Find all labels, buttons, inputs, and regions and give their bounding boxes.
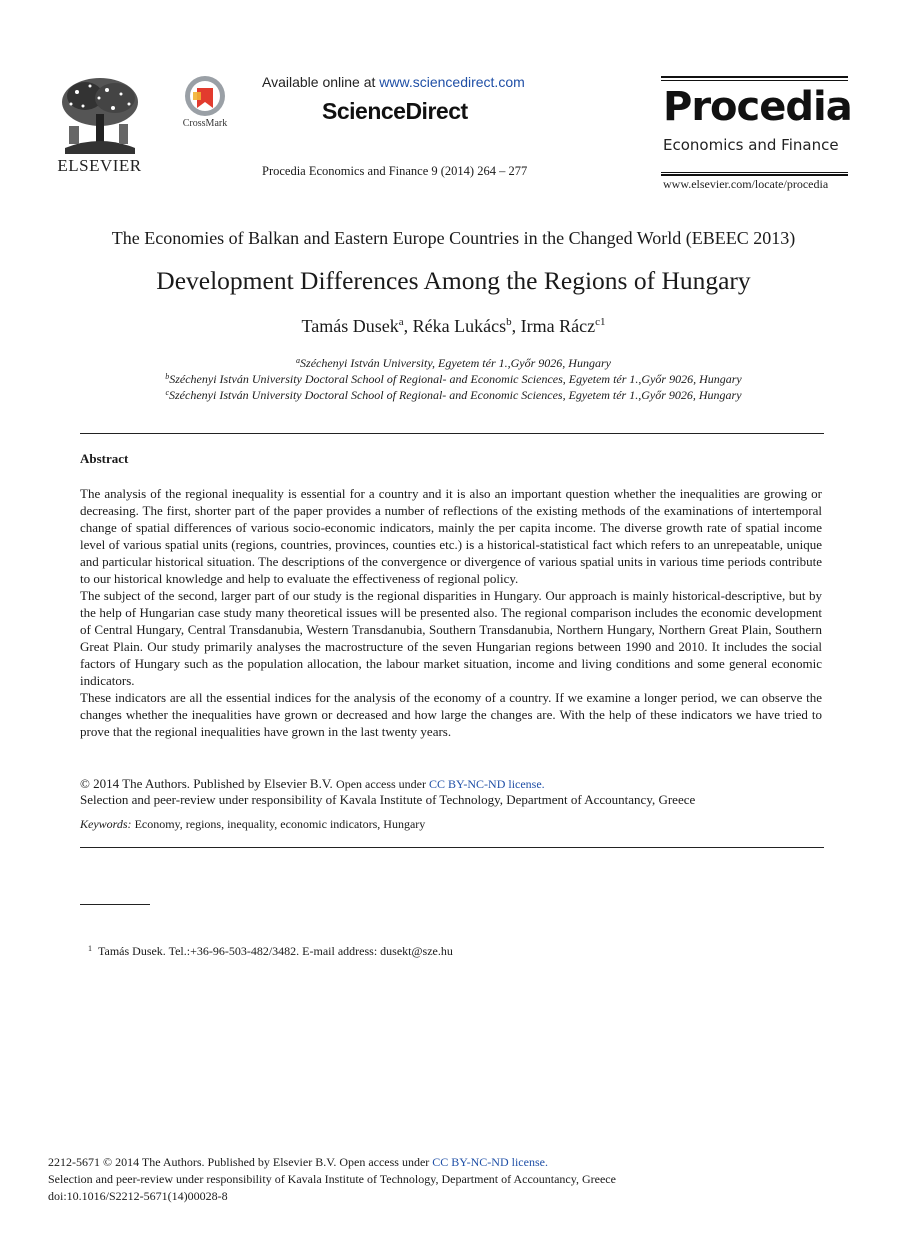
procedia-url[interactable]: www.elsevier.com/locate/procedia (663, 177, 829, 191)
crossmark-icon (175, 74, 235, 118)
abstract-body (80, 485, 822, 740)
footnote-mark: 1 (88, 944, 92, 953)
footer-line-2: Selection and peer-review under responsibility of Kavala Institute of Technology, Department of Accountancy, Greece (48, 1172, 616, 1186)
affiliation-sup: a (296, 356, 301, 365)
author-name: Tamás Dusek (301, 316, 399, 336)
keywords (80, 817, 822, 832)
affiliation-sup: b (165, 372, 170, 381)
copyright-block (80, 776, 822, 808)
conference-name: The Economies of Balkan and Eastern Europe Countries in the Changed World (EBEEC 2013) (111, 228, 796, 248)
elsevier-tree-icon (55, 74, 145, 154)
elsevier-logo (52, 74, 147, 179)
keywords-label: Keywords: (80, 817, 132, 831)
affiliation (0, 372, 907, 387)
author-list: Tamás Dusek$^a$, Réka Lukács$^b$, Irma Rácz$^{c1}$ (301, 316, 606, 336)
copyright-open: Open access under (336, 777, 430, 791)
available-online (262, 74, 525, 90)
author-sup: b (506, 316, 512, 328)
sciencedirect-link[interactable]: www.sciencedirect.com (379, 74, 525, 90)
divider-bottom (80, 847, 824, 848)
elsevier-wordmark: ELSEVIER (57, 156, 142, 175)
journal-citation: Procedia Economics and Finance 9 (2014) 264 – 277 (262, 164, 528, 178)
footnote-rule (80, 904, 150, 905)
page-footer (48, 1154, 858, 1205)
abstract-paragraph: The analysis of the regional inequality is essential for a country and it is also an important question whether the inequalities are growing or decreasing. The first, shorter part of the paper provides a number of reflections of the existing methods of the examinations of intertemporal change of spatial differences of various socio-economic indicators, mainly the per capita income. The diverse growth rate of spatial income level of various spatial units (regions, countries, provinces, counties etc.) is a historical-statistical fact which refers to an unrepeatable, unique and particular historical situation. The descriptions of the convergence or divergence of various spatial units in various time periods contribute to our historical knowledge and help to evaluate the effectiveness of regional policy. (80, 486, 822, 586)
author-name: Irma Rácz (520, 316, 596, 336)
crossmark-logo[interactable] (175, 74, 235, 134)
abstract-paragraph: The subject of the second, larger part of our study is the regional disparities in Hungary. Our approach is mainly historical-descriptive, but by the help of Hungarian case study many theoretical issues will be presented also. The regional comparison includes the economic development of Central Hungary, Central Transdanubia, Western Transdanubia, Southern Transdanubia, Northern Hungary, Northern Great Plain, Southern Great Plain. Our study primarily analyses the macrostructure of the seven Hungarian regions between 1990 and 2010. It includes the social factors of Hungary such as the population allocation, the labour market situation, income and living conditions and some general economic indicators. (80, 588, 822, 688)
affiliation-text: Széchenyi István University Doctoral School of Regional- and Economic Sciences, Egyetem tér 1.,Győr 9026, Hungary (169, 372, 742, 386)
footer-doi[interactable]: doi:10.1016/S2212-5671(14)00028-8 (48, 1189, 228, 1203)
footer-line-1 (48, 1154, 858, 1171)
copyright-line (80, 776, 822, 792)
affiliation (0, 388, 907, 403)
license-link[interactable]: CC BY-NC-ND license. (429, 777, 545, 791)
author-name: Réka Lukács (412, 316, 507, 336)
procedia-rule-top (661, 76, 848, 81)
procedia-logo (661, 76, 852, 194)
sciencedirect-logo: ScienceDirect (322, 98, 468, 124)
procedia-rule-bottom (661, 172, 848, 176)
affiliation-text: Széchenyi István University Doctoral School of Regional- and Economic Sciences, Egyetem tér 1.,Győr 9026, Hungary (169, 388, 742, 402)
paper-title: Development Differences Among the Regions of Hungary (156, 266, 751, 295)
procedia-subtitle: Economics and Finance (663, 136, 839, 154)
divider-top (80, 433, 824, 434)
abstract-paragraph: These indicators are all the essential indices for the analysis of the economy of a country. If we examine a longer period, we can observe the changes whether the inequalities have grown or decreased and how large the changes are. With the help of these indicators we have tried to prove that the regional inequalities have grown in the last twenty years. (80, 690, 822, 739)
footnote-text: Tamás Dusek. Tel.:+36-96-503-482/3482. E-mail address: dusekt@sze.hu (98, 944, 453, 958)
author-sup: c1 (595, 316, 606, 328)
abstract-heading: Abstract (80, 451, 129, 466)
footer-license-link[interactable]: CC BY-NC-ND license. (432, 1155, 548, 1169)
footnote (88, 944, 453, 959)
procedia-title: Procedia (663, 84, 852, 130)
peer-review-line: Selection and peer-review under responsibility of Kavala Institute of Technology, Department of Accountancy, Greece (80, 792, 696, 807)
keywords-list: Economy, regions, inequality, economic indicators, Hungary (131, 817, 426, 831)
footer-copyright: 2212-5671 © 2014 The Authors. Published by Elsevier B.V. Open access under (48, 1155, 433, 1169)
crossmark-label: CrossMark (182, 118, 228, 129)
affiliation (0, 356, 907, 371)
available-prefix: Available online at (262, 74, 380, 90)
affiliation-sup: c (165, 388, 170, 397)
copyright-main: © 2014 The Authors. Published by Elsevier B.V. (80, 776, 337, 791)
affiliation-text: Széchenyi István University, Egyetem tér 1.,Győr 9026, Hungary (300, 356, 611, 370)
author-sup: a (398, 316, 404, 328)
